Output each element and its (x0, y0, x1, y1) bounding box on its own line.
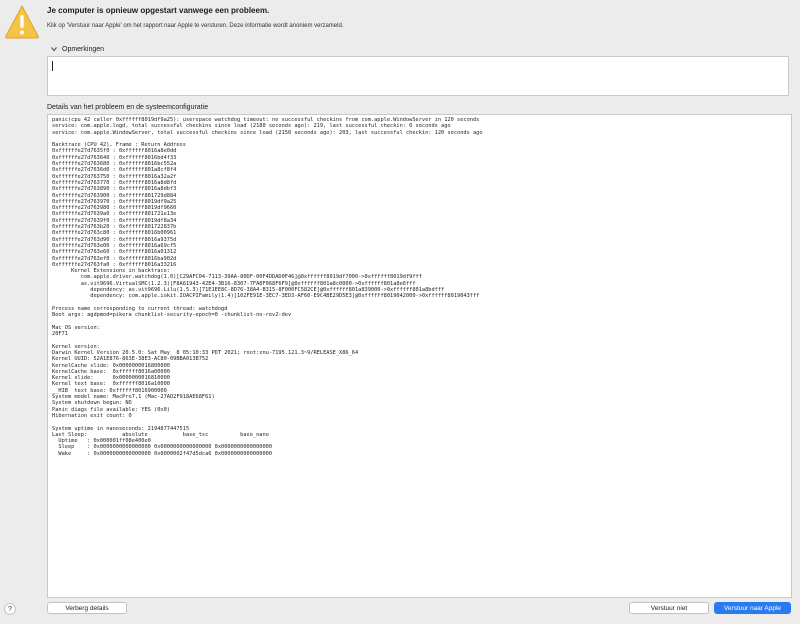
dont-send-button[interactable]: Verstuur niet (629, 602, 709, 614)
comments-field[interactable] (47, 56, 789, 96)
warning-icon (4, 4, 40, 40)
details-label: Details van het probleem en de systeemconfiguratie (47, 104, 209, 111)
dialog-title: Je computer is opnieuw opgestart vanwege een probleem. (47, 6, 270, 15)
comments-label: Opmerkingen (62, 45, 105, 53)
help-button[interactable]: ? (4, 603, 16, 615)
details-report-text: panic(cpu 42 caller 0xffffff8019df9a25): userspace watchdog timeout: no successful checkins from com.apple.WindowServer in 120 seconds service: com.apple.logd, total successful checkins since load (2180 seconds ago): 219, last successful checkin: 0 seconds ago service: com.apple.WindowServer, total successful checkins since load (2150 seconds ago): 203, last successful checkin: 120 seconds ago Backtrace (CPU 42), Frame : Return Address 0xffffffe27d7635f0 : 0xffffff8016a8e0dd 0xffffffe27d763640 : 0xffffff8016bd4f33 0xffffffe27d763680 : 0xffffff8016bc552a 0xffffffe27d7636d0 : 0xffffff801a8cf8f4 0xffffffe27d763750 : 0xffffff8016a32a2f 0xffffffe27d763770 : 0xffffff8016a8d8fd 0xffffffe27d763890 : 0xffffff8016a8dbf3 0xffffffe27d763900 : 0xffffff801729d884 0xffffffe27d763970 : 0xffffff8019df9a25 0xffffffe27d763980 : 0xffffff8019df9660 0xffffffe27d7639a0 : 0xffffff801721e13e 0xffffffe27d7639f0 : 0xffffff8019df8a34 0xffffffe27d763b20 : 0xffffff801722837b 0xffffffe27d763c80 : 0xffffff8016b00961 0xffffffe27d763d90 : 0xffffff8016a9375d 0xffffffe27d763e00 : 0xffffff8016a69cf5 0xffffffe27d763e60 : 0xffffff8016a01312 0xffffffe27d763ef0 : 0xffffff8016ba902d 0xffffffe27d763fa0 : 0xffffff8016a33216 Kernel Extensions in backtrace: com.apple.driver.watchdog(1.0)[C29AFC04-7113-39AA-80DF-00F4DDAD0F46]@0xffffff8019df7000->0xffffff8019df9fff as.vit9696.VirtualSMC(1.2.3)[F8A61943-42E4-3B16-8307-7FA8F068F6F9]@0xffffff801a8c0000->0xffffff801a8e6fff dependency: as.vit9696.Lilu(1.5.3)[71E1EE8C-8D76-38A4-B315-8F000FC582CE]@0xffffff801a839000->0xffffff801a8bdfff dependency: com.apple.iokit.IOACPIFamily(1.4)[102FE91E-3EC7-3ED3-AF60-E9C4BE29D5E3]@0xffffff8019042000->0xffffff8019043fff Process name corresponding to current thread: watchdogd Boot args: agdpmod=pikera chunklist-security-epoch=0 -chunklist-no-rev2-dev Mac OS version: 20F71 Kernel version: Darwin Kernel Version 20.5.0: Sat May 8 05:10:33 PDT 2021; root:xnu-7195.121.3~9/RELEASE_X86_64 Kernel UUID: 52A1E876-863E-38E3-AC80-09BBA013B752 KernelCache slide: 0x0000000016800000 KernelCache base: 0xffffff8016a00000 Kernel slide: 0x0000000016810000 Kernel text base: 0xffffff8016a10000 __HIB text base: 0xffffff8016900000 System model name: MacPro7,1 (Mac-27AD2F918AE68F61) System shutdown begun: NO Panic diags file available: YES (0x0) Hibernation exit count: 0 System uptime in nanoseconds: 2194877447515 Last Sleep: absolute base_tsc base_nano Uptime : 0x000001ff08e400e0 Sleep : 0x0000000000000000 0x0000000000000000 0x0000000000000000 Wake : 0x0000000000000000 0x0000002f47d5dca6 0x0000000000000000 (52, 117, 483, 457)
dialog-subtitle: Klik op 'Verstuur naar Apple' om het rapport naar Apple te versturen. Deze informatie wordt anoniem verzameld. (47, 23, 344, 29)
hide-details-button[interactable]: Verberg details (47, 602, 127, 614)
chevron-down-icon[interactable] (50, 45, 58, 53)
details-text-area[interactable] (47, 114, 792, 598)
text-caret (52, 61, 53, 71)
comments-disclosure[interactable] (50, 45, 104, 53)
send-to-apple-button[interactable]: Verstuur naar Apple (714, 602, 791, 614)
